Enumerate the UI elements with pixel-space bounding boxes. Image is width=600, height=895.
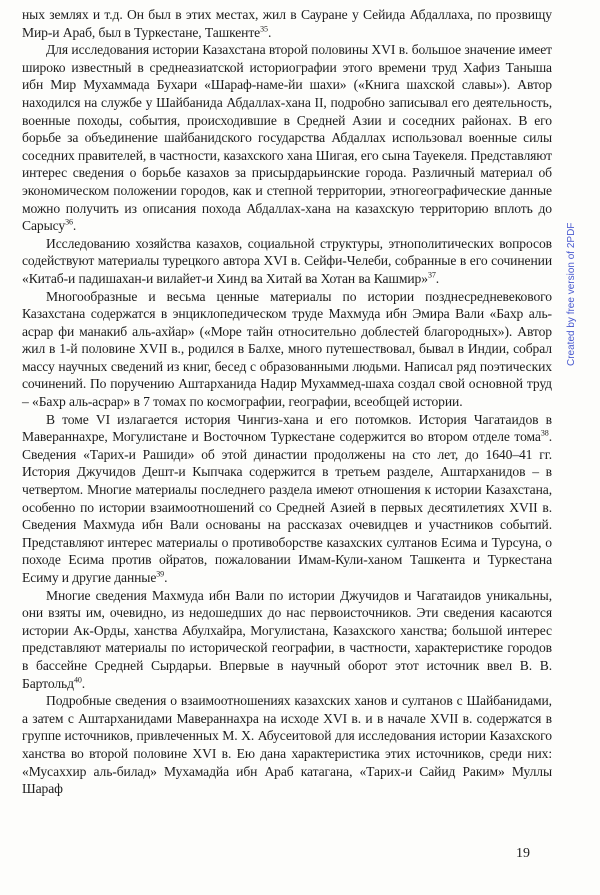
page-body bbox=[22, 6, 552, 798]
page-number: 19 bbox=[516, 846, 530, 861]
paragraph-text: ных землях и т.д. Он был в этих местах, жил в Сауране у Сейида Абдаллаха, по прозвищу Мир-и Араб, был в Туркестане, Ташкенте bbox=[22, 7, 552, 40]
paragraph-4 bbox=[22, 288, 552, 411]
paragraph-text-continued: . Сведения «Тарих-и Рашиди» об этой династии продолжены на сто лет, до 1640–41 гг. История Джучидов Дешт-и Кыпчака содержится в третьем разделе, Аштарханидов – в четвертом. Многие материалы последнего раздела имеют отношения к истории Казахстана, особенно по истории взаимоотношений со Средней Азией в первых десятилетиях XVII в. Сведения Махмуда ибн Вали основаны на рассказах очевидцев и участников событий. Представляют интерес материалы о противоборстве казахских султанов Есима и Турсуна, о походе Есима против ойратов, пожаловании Имам-Кули-ханом Ташкента и Туркестана Есиму и другие данные bbox=[22, 429, 552, 585]
paragraph-5: В томе VI излагается история Чингиз-хана и его потомков. История Чагатаидов в Мавераннахре, Могулистане и Восточном Туркестане содержится во втором отделе тома$^{38}$. Сведения «Тарих-и Рашиди» об этой династии продолжены на сто лет, до 1640–41 гг. История Джучидов Дешт-и Кыпчака содержится в третьем разделе, Аштарханидов – в четвертом. Многие материалы последнего раздела имеют отношения к истории Казахстана, особенно по истории взаимоотношений со Средней Азией в первых десятилетиях XVII в. Сведения Махмуда ибн Вали основаны на рассказах очевидцев и участников событий. Представляют интерес материалы о противоборстве казахских султанов Есима и Турсуна, о походе Есима против ойратов, пожаловании Имам-Кули-ханом Ташкента и Туркестана Есиму и другие данные$^{39}$. bbox=[22, 411, 552, 585]
paragraph-text: Подробные сведения о взаимоотношениях казахских ханов и султанов с Шайбанидами, а затем с Аштарханидами Мавераннахра на исходе XVI в. и в начале XVII в. содержатся в группе источников, привлеченных М. Х. Абусеитовой для исследования истории Казахского ханства во второй половине XVI в. Ею дана характеристика этих источников, среди них: «Мусаххир аль-билад» Мухамадйа ибн Араб катагана, «Тарих-и Сайид Раким» Муллы Шараф bbox=[22, 693, 552, 797]
paragraph-6: Многие сведения Махмуда ибн Вали по истории Джучидов и Чагатаидов уникальны, они взяты им, очевидно, из недошедших до нас первоисточников. Эти сведения касаются истории Ак-Орды, ханства Абулхайра, Могулистана, Казахского ханства; большой интерес представляют материалы по исторической географии, в частности, характеристике городов в бассейне Средней Сырдарьи. Впервые в научный оборот этот источник ввел В. В. Бартольд$^{40}$. bbox=[22, 587, 552, 691]
paragraph-text: Для исследования истории Казахстана второй половины XVI в. большое значение имеет широко известный в среднеазиатской историографии этого времени труд Хафиз Таныша ибн Мир Мухаммада Бухари «Шараф-наме-йи шахи» («Книга шахской славы»). Автор находился на службе у Шайбанида Абдаллах-хана II, подробно записывал его деятельность, военные походы, события, происходившие в Средней Азии и соседних районах. В его борьбе за объединение шайбанидского государства Абдаллах использовал военные силы соседних правителей, в частности, казахского хана Шигая, его сына Тауекеля. Представляют интерес сведения о борьбе казахов за присырдарьинские города. Различный материал об экономическом положении городов, как и степной территории, этногеографические данные можно получить из описания похода Абдаллах-хана на казахскую территорию вплоть до Сарысу bbox=[22, 42, 552, 234]
paragraph-7 bbox=[22, 692, 552, 798]
paragraph-text: Многообразные и весьма ценные материалы по истории позднесредневекового Казахстана содержатся в энциклопедическом труде Махмуда ибн Эмира Вали «Бахр аль-асрар фи манакиб аль-ахйар» («Море тайн относительно доблестей благородных»). Автор жил в 1-й половине XVII в., родился в Балхе, много путешествовал, бывал в Индии, собрал массу научных сведений из книг, бесед с образованными людьми. Написал ряд поэтических сочинений. По поручению Аштарханида Надир Мухаммед-шаха создал свой основной труд – «Бахр аль-асрар» в 7 томах по космографии, географии, всеобщей истории. bbox=[22, 288, 552, 410]
footnote-ref: 36 bbox=[65, 217, 73, 227]
watermark: Created by free version of 2PDF bbox=[566, 222, 577, 366]
paragraph-3: Исследованию хозяйства казахов, социальной структуры, этнополитических вопросов содействуют материалы турецкого автора XVI в. Сейфи-Челеби, собранные в его сочинении «Китаб-и падишахан-и вилайет-и Хинд ва Хитай ва Хотан ва Кашмир»$^{37}$. bbox=[22, 235, 552, 286]
footnote-ref: 35 bbox=[260, 24, 268, 34]
footnote-ref: 37 bbox=[427, 270, 436, 280]
paragraph-text: Исследованию хозяйства казахов, социальной структуры, этнополитических вопросов содействуют материалы турецкого автора XVI в. Сейфи-Челеби, собранные в его сочинении «Китаб-и падишахан-и вилайет-и Хинд ва Хитай ва Хотан ва Кашмир» bbox=[22, 235, 552, 286]
paragraph-1: ных землях и т.д. Он был в этих местах, жил в Сауране у Сейида Абдаллаха, по прозвищу Мир-и Араб, был в Туркестане, Ташкенте$^{35}$. bbox=[22, 7, 552, 40]
paragraph-text: В томе VI излагается история Чингиз-хана и его потомков. История Чагатаидов в Мавераннахре, Могулистане и Восточном Туркестане содержится во втором отделе тома bbox=[22, 411, 552, 445]
footnote-ref: 40 bbox=[73, 675, 82, 685]
paragraph-2: Для исследования истории Казахстана второй половины XVI в. большое значение имеет широко известный в среднеазиатской историографии этого времени труд Хафиз Таныша ибн Мир Мухаммада Бухари «Шараф-наме-йи шахи» («Книга шахской славы»). Автор находился на службе у Шайбанида Абдаллах-хана II, подробно записывал его деятельность, военные походы, события, происходившие в Средней Азии и соседних районах. В его борьбе за объединение шайбанидского государства Абдаллах использовал военные силы соседних правителей, в частности, казахского хана Шигая, его сына Тауекеля. Представляют интерес сведения о борьбе казахов за присырдарьинские города. Различный материал об экономическом положении городов, как и степной территории, этногеографические данные можно получить из описания похода Абдаллах-хана на казахскую территорию вплоть до Сарысу$^{36}$. bbox=[22, 42, 552, 234]
footnote-ref: 38 bbox=[540, 428, 549, 438]
footnote-ref: 39 bbox=[156, 569, 165, 579]
paragraph-text: Многие сведения Махмуда ибн Вали по истории Джучидов и Чагатаидов уникальны, они взяты им, очевидно, из недошедших до нас первоисточников. Эти сведения касаются истории Ак-Орды, ханства Абулхайра, Могулистана, Казахского ханства; большой интерес представляют материалы по исторической географии, в частности, характеристике городов в бассейне Средней Сырдарьи. Впервые в научный оборот этот источник ввел В. В. Бартольд bbox=[22, 587, 552, 691]
